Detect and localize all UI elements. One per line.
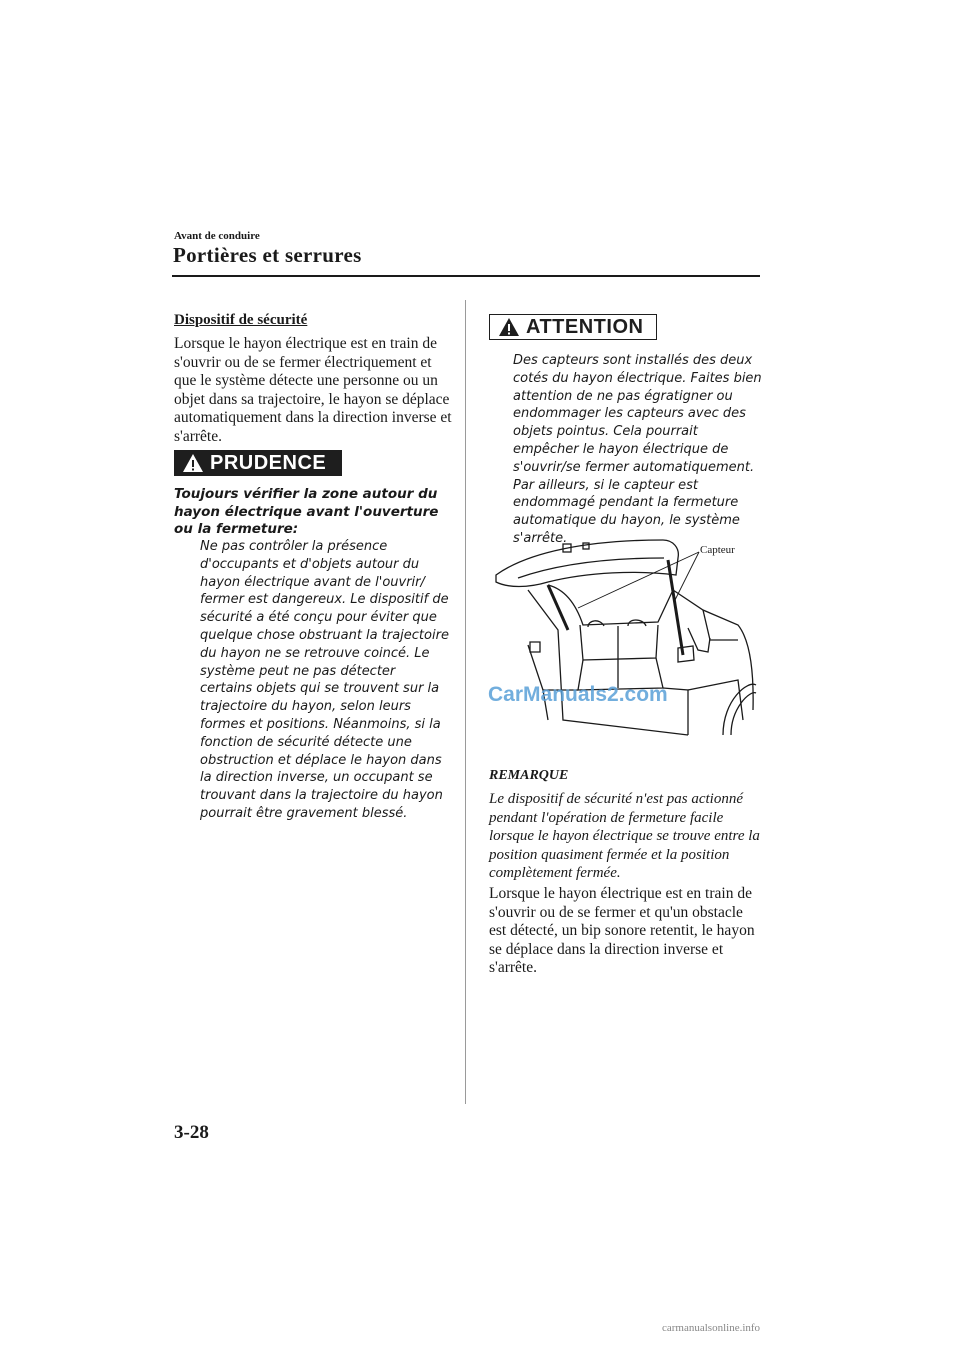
page-number: 3-28 — [174, 1122, 209, 1143]
page-title: Portières et serrures — [173, 243, 362, 267]
footer-url[interactable]: carmanualsonline.info — [662, 1322, 761, 1334]
attention-banner — [489, 314, 657, 340]
column-divider — [465, 300, 466, 1104]
warning-icon — [182, 453, 204, 473]
prudence-lead: Toujours vérifier la zone autour du hayon électrique avant l'ouverture ou la fermeture: — [174, 486, 439, 537]
attention-body: Des capteurs sont installés des deux cotés du hayon électrique. Faites bien attention de ne pas égratigner ou endommager les capteurs avec des objets pointus. Cela pourrait empêcher le hayon électrique de s'ouvrir/se fermer automatiquement. Par ailleurs, si le capteur est endommagé pendant la fermeture automatique du hayon, le système s'arrête. — [513, 353, 762, 546]
section-label: Avant de conduire — [174, 230, 260, 242]
obstacle-paragraph: Lorsque le hayon électrique est en train de s'ouvrir ou de se fermer et qu'un obstacle est détecté, un bip sonore retentit, le hayon se déplace dans la direction inverse et s'arrête. — [489, 885, 755, 976]
prudence-banner — [174, 450, 342, 476]
prudence-label: PRUDENCE — [210, 451, 327, 474]
prudence-body: Ne pas contrôler la présence d'occupants et d'objets autour du hayon électrique avant de l'ouvrir/ fermer est dangereux. Le dispositif de sécurité a été conçu pour éviter que quelque chose obstruant la trajectoire du hayon ne se retrouve coincé. Le système peut ne pas détecter certains objets qui se trouvent sur la trajectoire du hayon, selon leurs formes et positions. Néanmoins, si la fonction de sécurité détecte une obstruction et déplace le hayon dans la direction inverse, un occupant se trouvant dans la trajectoire du hayon pourrait être gravement blessé. — [200, 539, 449, 821]
power-liftgate-illustration — [488, 530, 758, 740]
remarque-label: REMARQUE — [489, 768, 569, 783]
intro-paragraph: Lorsque le hayon électrique est en train de s'ouvrir ou de se fermer électriquement et que le système détecte une personne ou un objet dans sa trajectoire, le hayon se déplace automatiquement dans la direction inverse et s'arrête. — [174, 335, 452, 445]
attention-label: ATTENTION — [526, 315, 644, 338]
warning-icon — [498, 317, 520, 337]
sensor-callout: Capteur — [700, 544, 735, 556]
header-rule — [172, 275, 760, 277]
subheading-safety-device: Dispositif de sécurité — [174, 312, 308, 328]
watermark: CarManuals2.com — [488, 683, 668, 706]
remarque-body: Le dispositif de sécurité n'est pas actionné pendant l'opération de fermeture facile lorsque le hayon électrique se trouve entre la position quasiment fermée et la position complètement fermée. — [489, 791, 760, 881]
